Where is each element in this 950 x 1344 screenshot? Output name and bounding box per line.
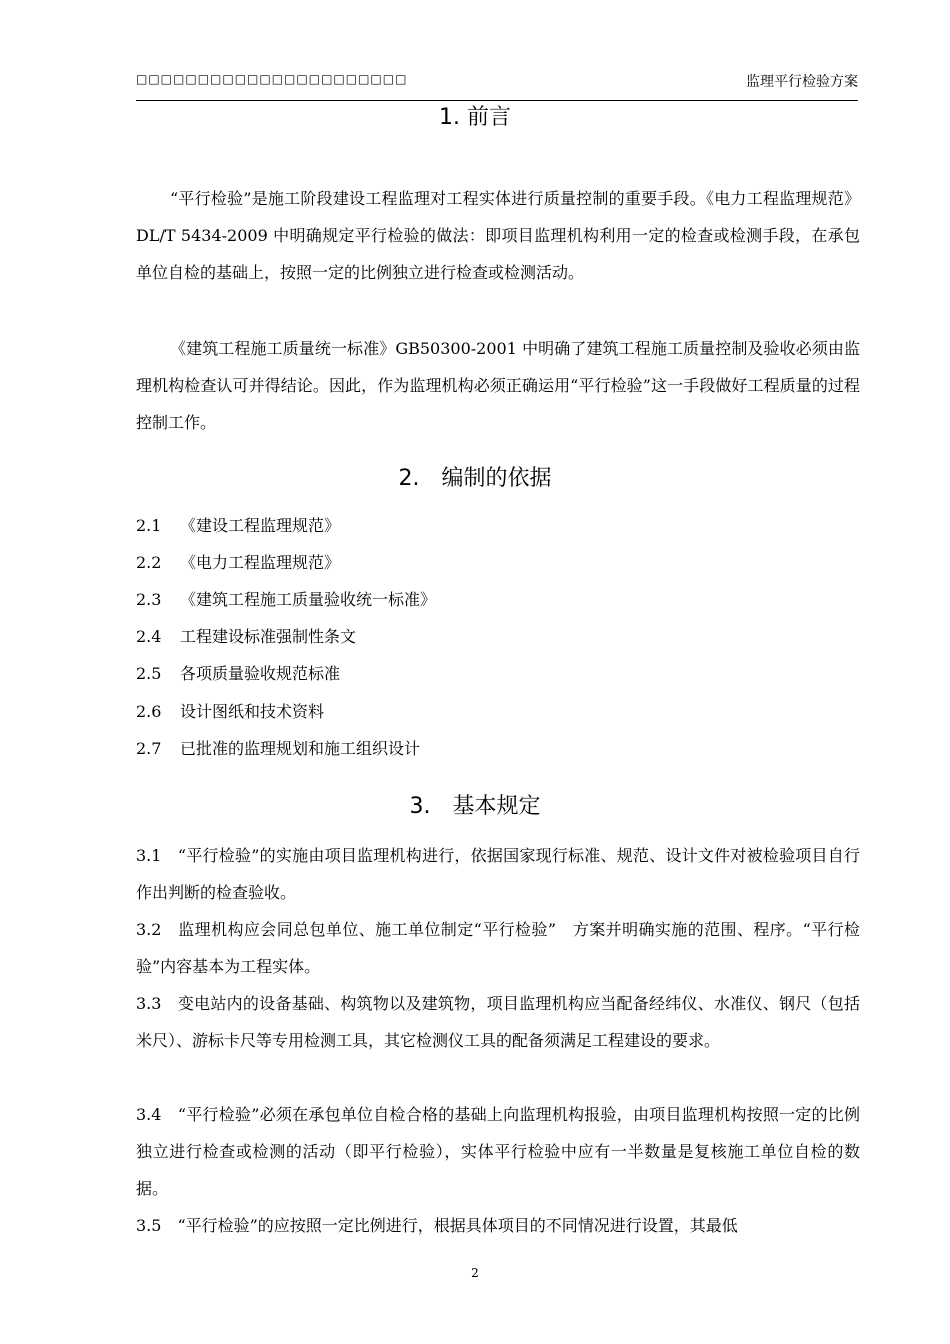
basis-item bbox=[136, 514, 860, 538]
basis-item bbox=[136, 662, 860, 686]
basis-item-number: 2.2 bbox=[136, 553, 162, 572]
basis-item-number: 2.7 bbox=[136, 739, 162, 758]
section-1-heading: 1. 前言 bbox=[439, 105, 511, 130]
header-company-name: □□□□□□□□□□□□□□□□□□□□□□ bbox=[136, 72, 408, 86]
basis-item-text: 设计图纸和技术资料 bbox=[180, 702, 325, 721]
basis-item-text: 《建设工程监理规范》 bbox=[180, 516, 341, 535]
basis-item-text: 《电力工程监理规范》 bbox=[180, 553, 341, 572]
page-header bbox=[136, 66, 858, 101]
section-3-heading: 3. 基本规定 bbox=[409, 794, 541, 819]
rule-item: 3.4 “平行检验”必须在承包单位自检合格的基础上向监理机构报验，由项目监理机构按照一定的比例独立进行检查或检测的活动（即平行检验），实体平行检验中应有一半数量是复核施工单位自检的数据。 bbox=[136, 1105, 860, 1198]
basis-item-text: 各项质量验收规范标准 bbox=[180, 664, 341, 683]
rule-item: 3.1 “平行检验”的实施由项目监理机构进行，依据国家现行标准、规范、设计文件对被检验项目自行作出判断的检查验收。 bbox=[136, 846, 860, 902]
basis-item-number: 2.6 bbox=[136, 702, 162, 721]
basis-item-text: 《建筑工程施工质量验收统一标准》 bbox=[180, 590, 437, 609]
basis-item-text: 工程建设标准强制性条文 bbox=[180, 627, 357, 646]
section-1-paragraph-2: 《建筑工程施工质量统一标准》GB50300-2001 中明确了建筑工程施工质量控制及验收必须由监理机构检查认可并得结论。因此，作为监理机构必须正确运用“平行检验”这一手段做好工程质量的过程控制工作。 bbox=[136, 339, 860, 432]
basis-item-number: 2.5 bbox=[136, 664, 162, 683]
basis-item bbox=[136, 625, 860, 649]
basis-item bbox=[136, 588, 860, 612]
basis-item bbox=[136, 551, 860, 575]
page-number: 2 bbox=[471, 1266, 479, 1280]
basis-item-number: 2.3 bbox=[136, 590, 162, 609]
basis-item-number: 2.4 bbox=[136, 627, 162, 646]
rule-item: 3.3 变电站内的设备基础、构筑物以及建筑物，项目监理机构应当配备经纬仪、水准仪、钢尺（包括米尺）、游标卡尺等专用检测工具，其它检测仪工具的配备须满足工程建设的要求。 bbox=[136, 994, 860, 1050]
basis-item-text: 已批准的监理规划和施工组织设计 bbox=[180, 739, 421, 758]
rule-item: 3.5 “平行检验”的应按照一定比例进行，根据具体项目的不同情况进行设置，其最低 bbox=[136, 1216, 738, 1235]
header-doc-title: 监理平行检验方案 bbox=[746, 74, 858, 90]
section-1-paragraph-1: “平行检验”是施工阶段建设工程监理对工程实体进行质量控制的重要手段。《电力工程监理规范》DL/T 5434-2009 中明确规定平行检验的做法：即项目监理机构利用一定的检查或检测手段，在承包单位自检的基础上，按照一定的比例独立进行检查或检测活动。 bbox=[136, 189, 860, 282]
basis-item bbox=[136, 737, 860, 761]
basis-item bbox=[136, 700, 860, 724]
basis-item-number: 2.1 bbox=[136, 516, 162, 535]
rule-item: 3.2 监理机构应会同总包单位、施工单位制定“平行检验” 方案并明确实施的范围、程序。“平行检验”内容基本为工程实体。 bbox=[136, 920, 860, 976]
section-2-heading: 2. 编制的依据 bbox=[398, 466, 552, 491]
